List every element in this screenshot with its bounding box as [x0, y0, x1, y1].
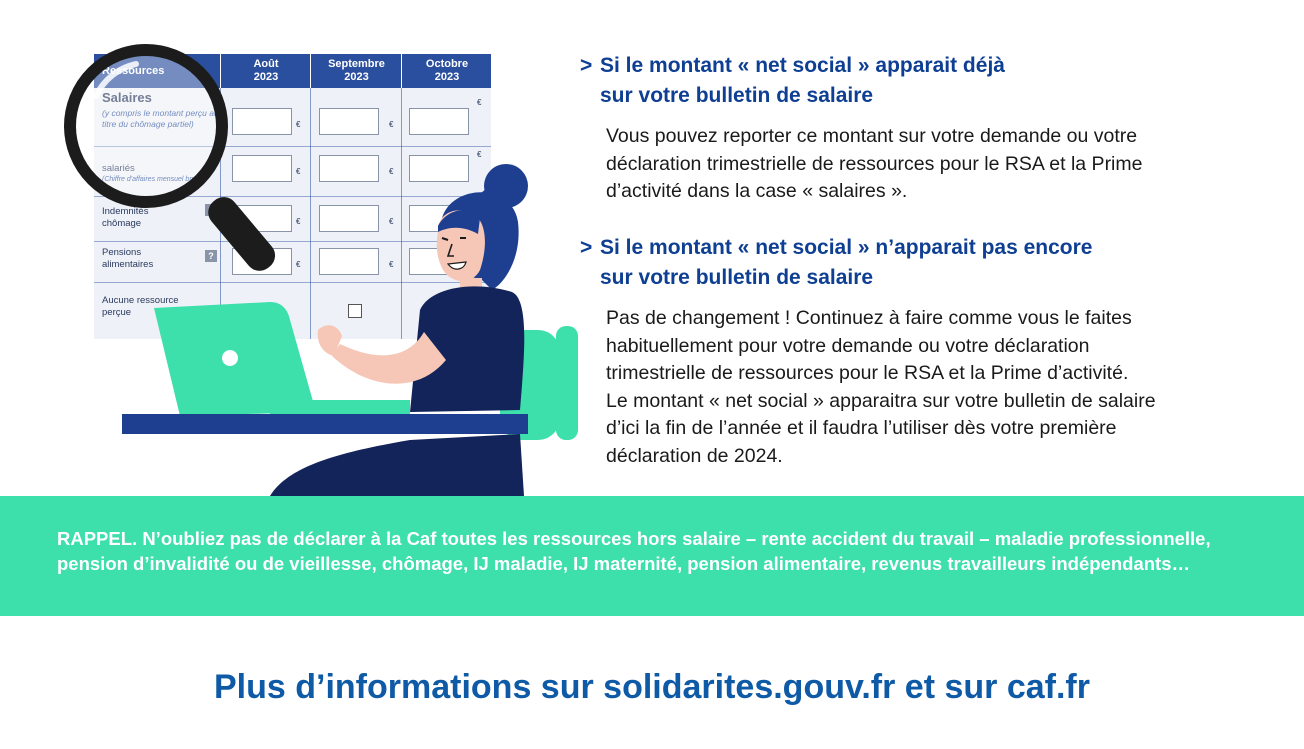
euro-label: € — [389, 167, 394, 176]
section2-body-line: Pas de changement ! Continuez à faire comme vous le faites — [606, 307, 1132, 329]
help-icon: ? — [205, 250, 217, 262]
footer-more-info: Plus d’informations sur solidarites.gouv.fr et sur caf.fr — [214, 668, 1090, 706]
euro-label: € — [296, 260, 301, 269]
form-row-pensions: Pensions — [102, 247, 142, 258]
rappel-line1: . N’oubliez pas de déclarer à la Caf toutes les ressources hors salaire – rente accident du travail – maladie professionnelle, — [132, 528, 1211, 549]
section1-body-line: déclaration trimestrielle de ressources pour le RSA et la Prime — [606, 152, 1143, 175]
form-row-alimentaires: alimentaires — [102, 259, 154, 270]
arrow-icon: > — [580, 54, 593, 77]
section2-body-line: habituellement pour votre demande ou votre déclaration — [606, 334, 1090, 357]
section2-title-line2: sur votre bulletin de salaire — [600, 266, 874, 289]
section1-title-line1: Si le montant « net social » apparait déjà — [600, 54, 1005, 77]
form-row-indemnites: Indemnités — [102, 206, 149, 217]
section1-body-line: d’activité dans la case « salaires ». — [606, 180, 908, 202]
form-row-chomage: chômage — [102, 218, 142, 229]
euro-label: € — [389, 260, 394, 269]
section1-title-line2: sur votre bulletin de salaire — [600, 84, 874, 107]
euro-label: € — [296, 120, 301, 129]
section2-body-line: trimestrielle de ressources pour le RSA et la Prime d’activité. — [606, 362, 1129, 384]
section1-heading — [580, 51, 1005, 111]
euro-label: € — [477, 150, 482, 159]
section1-body — [606, 123, 1276, 206]
euro-label: € — [296, 167, 301, 176]
euro-label: € — [296, 217, 301, 226]
rappel-line2: pension d’invalidité ou de vieillesse, chômage, IJ maladie, IJ maternité, pension alimentaire, revenus travailleurs indépendants… — [57, 553, 1190, 574]
form-row-percue: perçue — [102, 307, 132, 318]
form-row-aucune: Aucune ressource — [102, 295, 179, 306]
section2-body-line: Le montant « net social » apparaitra sur votre bulletin de salaire — [606, 389, 1156, 412]
section2-heading — [580, 233, 1093, 293]
section2-body-line: déclaration de 2024. — [606, 444, 783, 467]
form-header-octobre: Octobre 2023 — [401, 54, 491, 88]
section2-body — [606, 305, 1276, 470]
euro-label: € — [477, 98, 482, 107]
person-illustration — [120, 160, 590, 496]
section1-body-line: Vous pouvez reporter ce montant sur votre demande ou votre — [606, 125, 1138, 147]
rappel-lead: RAPPEL — [57, 528, 133, 549]
arrow-icon: > — [580, 236, 593, 259]
euro-label: € — [389, 120, 394, 129]
form-input — [319, 108, 379, 135]
form-header-septembre: Septembre 2023 — [310, 54, 402, 88]
form-input — [232, 108, 292, 135]
form-input — [409, 108, 469, 135]
rappel-text — [57, 526, 1287, 576]
form-header-aout: Août 2023 — [220, 54, 311, 88]
section2-title-line1: Si le montant « net social » n’apparait pas encore — [600, 236, 1093, 259]
euro-label: € — [389, 217, 394, 226]
rappel-banner — [0, 496, 1304, 616]
section2-body-line: d’ici la fin de l’année et il faudra l’utiliser dès votre première — [606, 417, 1117, 439]
